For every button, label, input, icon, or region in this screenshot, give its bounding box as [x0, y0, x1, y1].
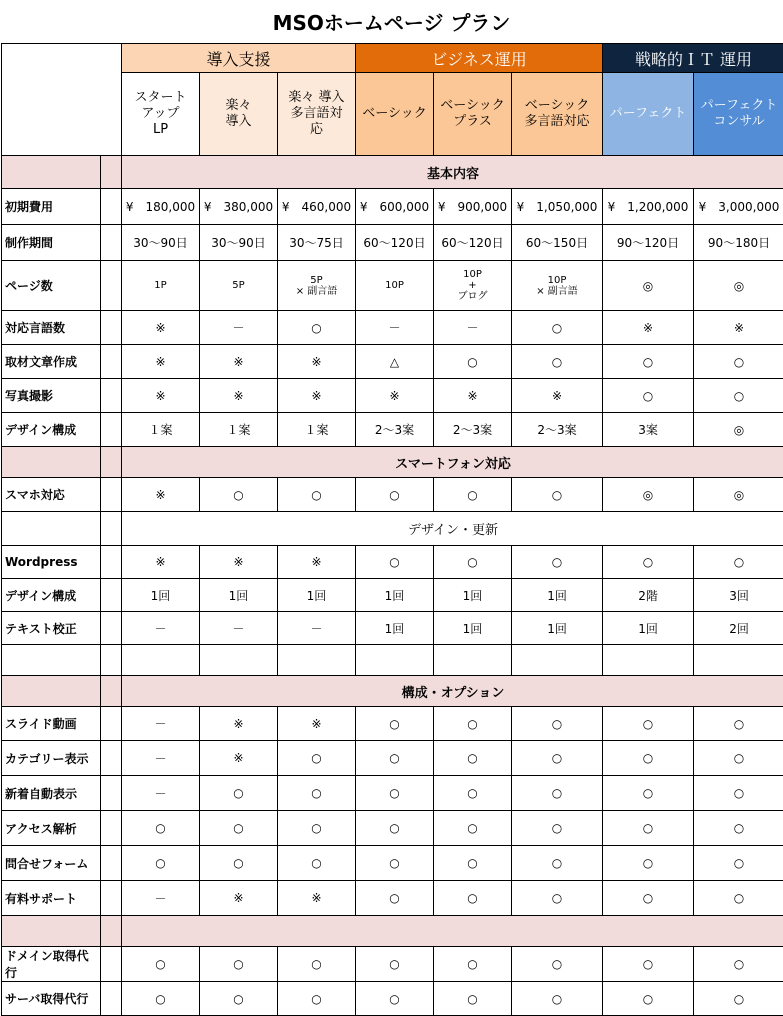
row-label: サーバ取得代行: [2, 982, 101, 1016]
table-row: [2, 947, 783, 982]
value-cell: 1回: [603, 612, 694, 645]
row-label: カテゴリー表示: [2, 741, 101, 776]
value-cell: ○: [694, 881, 783, 916]
value-cell: [434, 645, 512, 676]
row-label: Wordpress: [2, 546, 101, 579]
value-cell: ※: [356, 379, 434, 413]
section-spacer-cell: [101, 676, 122, 707]
group-business: ビジネス運用: [356, 44, 603, 73]
corner-cell: [2, 44, 122, 156]
section-header-row: [2, 156, 783, 189]
value-cell: １案: [200, 413, 278, 447]
value-cell: ○: [278, 846, 356, 881]
value-cell: ○: [434, 811, 512, 846]
table-row: [2, 776, 783, 811]
row-spacer-cell: [101, 741, 122, 776]
row-spacer-cell: [101, 982, 122, 1016]
value-cell: －: [122, 612, 200, 645]
section-header-row: [2, 447, 783, 478]
section-title: 構成・オプション: [122, 676, 783, 707]
value-cell: ◎: [694, 261, 783, 311]
value-cell: ○: [200, 947, 278, 982]
table-row: [2, 741, 783, 776]
value-cell: ○: [356, 846, 434, 881]
value-cell: ○: [512, 947, 603, 982]
section-title: [122, 916, 783, 947]
row-spacer-cell: [101, 261, 122, 311]
value-cell: 1回: [434, 612, 512, 645]
value-cell: １案: [122, 413, 200, 447]
table-row: [2, 645, 783, 676]
section-spacer-cell: [101, 447, 122, 478]
value-cell: ○: [512, 478, 603, 512]
value-cell: 10P: [356, 261, 434, 311]
value-cell: ○: [356, 546, 434, 579]
value-cell: ※: [200, 379, 278, 413]
value-cell: ○: [278, 811, 356, 846]
value-cell: ○: [603, 881, 694, 916]
value-cell: ※: [122, 478, 200, 512]
value-cell: 1回: [122, 579, 200, 612]
row-label: 新着自動表示: [2, 776, 101, 811]
row-spacer-cell: [101, 478, 122, 512]
value-cell: ○: [603, 776, 694, 811]
value-cell: ○: [694, 846, 783, 881]
plan-basic-multilang: ベーシック 多言語対応: [512, 73, 603, 156]
table-row: [2, 225, 783, 261]
value-cell: ※: [200, 546, 278, 579]
value-cell: ○: [694, 379, 783, 413]
value-cell: ¥ 380,000: [200, 189, 278, 225]
value-cell: ○: [434, 741, 512, 776]
table-row: [2, 311, 783, 345]
value-cell: ○: [200, 478, 278, 512]
value-cell: １案: [278, 413, 356, 447]
value-cell: ○: [694, 811, 783, 846]
plan-startup-lp: スタート アップ LP: [122, 73, 200, 156]
value-cell: 2階: [603, 579, 694, 612]
value-cell: ○: [356, 982, 434, 1016]
section-header-row: [2, 512, 783, 546]
value-cell: 60～120日: [434, 225, 512, 261]
value-cell: [356, 645, 434, 676]
value-cell: ○: [122, 982, 200, 1016]
value-cell: －: [278, 612, 356, 645]
row-label: 問合せフォーム: [2, 846, 101, 881]
value-cell: ○: [356, 881, 434, 916]
row-spacer-cell: [101, 311, 122, 345]
value-cell: ○: [512, 741, 603, 776]
table-row: [2, 379, 783, 413]
value-cell: 1回: [278, 579, 356, 612]
value-cell: ○: [278, 478, 356, 512]
section-spacer-cell: [101, 916, 122, 947]
row-spacer-cell: [101, 225, 122, 261]
row-spacer-cell: [101, 546, 122, 579]
value-cell: ○: [512, 311, 603, 345]
row-label: 制作期間: [2, 225, 101, 261]
section-header-row: [2, 676, 783, 707]
value-cell: －: [356, 311, 434, 345]
value-cell: ◎: [603, 478, 694, 512]
value-cell: ○: [694, 741, 783, 776]
section-title: スマートフォン対応: [122, 447, 783, 478]
row-label: デザイン構成: [2, 413, 101, 447]
table-row: [2, 579, 783, 612]
value-cell: －: [200, 311, 278, 345]
table-row: [2, 982, 783, 1016]
table-row: [2, 413, 783, 447]
value-cell: ○: [434, 982, 512, 1016]
section-title: デザイン・更新: [122, 512, 783, 546]
value-cell: ○: [512, 811, 603, 846]
value-cell: ◎: [603, 261, 694, 311]
value-cell: ¥ 600,000: [356, 189, 434, 225]
value-cell: ○: [694, 546, 783, 579]
value-cell: 1回: [356, 612, 434, 645]
value-cell: ○: [434, 881, 512, 916]
value-cell: ○: [122, 846, 200, 881]
section-label-cell: [2, 916, 101, 947]
value-cell: 2～3案: [356, 413, 434, 447]
section-label-cell: [2, 447, 101, 478]
value-cell: ※: [512, 379, 603, 413]
section-header-row: [2, 916, 783, 947]
value-cell: ○: [512, 776, 603, 811]
plan-perfect-consult: パーフェクト コンサル: [694, 73, 783, 156]
value-cell: ※: [200, 345, 278, 379]
row-spacer-cell: [101, 413, 122, 447]
value-cell: 2～3案: [434, 413, 512, 447]
value-cell: 1回: [434, 579, 512, 612]
row-spacer-cell: [101, 707, 122, 741]
row-label: 取材文章作成: [2, 345, 101, 379]
plan-rakuraku: 楽々 導入: [200, 73, 278, 156]
section-label-cell: [2, 156, 101, 189]
value-cell: ※: [434, 379, 512, 413]
value-cell: ○: [434, 846, 512, 881]
value-cell: ◎: [694, 413, 783, 447]
value-cell: ○: [356, 741, 434, 776]
value-cell: ○: [434, 707, 512, 741]
row-label: ページ数: [2, 261, 101, 311]
value-cell: ○: [603, 741, 694, 776]
row-spacer-cell: [101, 846, 122, 881]
value-cell: ○: [512, 707, 603, 741]
value-cell: ※: [122, 546, 200, 579]
value-cell: －: [122, 707, 200, 741]
value-cell: 30～75日: [278, 225, 356, 261]
value-cell: 30～90日: [200, 225, 278, 261]
value-cell: ○: [356, 776, 434, 811]
row-label: テキスト校正: [2, 612, 101, 645]
row-spacer-cell: [101, 645, 122, 676]
table-row: [2, 707, 783, 741]
value-cell: ○: [512, 846, 603, 881]
row-label: 写真撮影: [2, 379, 101, 413]
value-cell: ¥ 460,000: [278, 189, 356, 225]
value-cell: ○: [434, 345, 512, 379]
row-label: ドメイン取得代行: [2, 947, 101, 982]
value-cell: 5P × 副言語: [278, 261, 356, 311]
value-cell: ※: [200, 707, 278, 741]
plan-basic: ベーシック: [356, 73, 434, 156]
value-cell: [200, 645, 278, 676]
value-cell: －: [122, 881, 200, 916]
value-cell: 30～90日: [122, 225, 200, 261]
value-cell: 2～3案: [512, 413, 603, 447]
value-cell: 1P: [122, 261, 200, 311]
value-cell: ○: [694, 776, 783, 811]
plan-basic-plus: ベーシック プラス: [434, 73, 512, 156]
value-cell: 1回: [356, 579, 434, 612]
group-header-row: [2, 44, 783, 73]
value-cell: ¥ 180,000: [122, 189, 200, 225]
table-row: [2, 189, 783, 225]
value-cell: [122, 645, 200, 676]
value-cell: 90～120日: [603, 225, 694, 261]
value-cell: ○: [694, 982, 783, 1016]
value-cell: 60～120日: [356, 225, 434, 261]
value-cell: ※: [200, 881, 278, 916]
value-cell: －: [122, 776, 200, 811]
table-row: [2, 478, 783, 512]
value-cell: 1回: [512, 579, 603, 612]
row-label: スマホ対応: [2, 478, 101, 512]
value-cell: ○: [200, 776, 278, 811]
value-cell: ○: [512, 982, 603, 1016]
value-cell: ○: [603, 379, 694, 413]
row-label: 初期費用: [2, 189, 101, 225]
row-spacer-cell: [101, 189, 122, 225]
value-cell: ※: [278, 379, 356, 413]
value-cell: ※: [122, 345, 200, 379]
value-cell: ¥ 3,000,000: [694, 189, 783, 225]
page-title: MSOホームページ プラン: [0, 0, 783, 42]
row-spacer-cell: [101, 579, 122, 612]
value-cell: [278, 645, 356, 676]
value-cell: ○: [200, 982, 278, 1016]
table-row: [2, 846, 783, 881]
row-spacer-cell: [101, 881, 122, 916]
value-cell: ○: [694, 947, 783, 982]
value-cell: ※: [278, 345, 356, 379]
plan-perfect: パーフェクト: [603, 73, 694, 156]
table-row: [2, 811, 783, 846]
group-intro: 導入支援: [122, 44, 356, 73]
row-spacer-cell: [101, 612, 122, 645]
section-label-cell: [2, 676, 101, 707]
section-spacer-cell: [101, 156, 122, 189]
value-cell: ○: [512, 881, 603, 916]
value-cell: ¥ 900,000: [434, 189, 512, 225]
row-label: 有料サポート: [2, 881, 101, 916]
value-cell: ○: [603, 982, 694, 1016]
value-cell: ○: [200, 846, 278, 881]
row-label: スライド動画: [2, 707, 101, 741]
value-cell: ○: [278, 982, 356, 1016]
row-label: [2, 645, 101, 676]
value-cell: ○: [434, 546, 512, 579]
value-cell: －: [122, 741, 200, 776]
row-spacer-cell: [101, 947, 122, 982]
value-cell: ○: [278, 741, 356, 776]
plan-comparison-table: [1, 43, 783, 1016]
plan-rakuraku-multilang: 楽々 導入 多言語対 応: [278, 73, 356, 156]
value-cell: 5P: [200, 261, 278, 311]
value-cell: ※: [122, 311, 200, 345]
value-cell: ※: [694, 311, 783, 345]
section-label-cell: [2, 512, 101, 546]
value-cell: ※: [278, 546, 356, 579]
value-cell: ○: [122, 947, 200, 982]
value-cell: ○: [278, 311, 356, 345]
value-cell: ¥ 1,050,000: [512, 189, 603, 225]
value-cell: ○: [603, 811, 694, 846]
value-cell: 60～150日: [512, 225, 603, 261]
value-cell: ○: [512, 546, 603, 579]
table-row: [2, 261, 783, 311]
value-cell: ○: [603, 846, 694, 881]
table-row: [2, 345, 783, 379]
value-cell: ○: [122, 811, 200, 846]
value-cell: [512, 645, 603, 676]
value-cell: [694, 645, 783, 676]
value-cell: 2回: [694, 612, 783, 645]
value-cell: ○: [434, 776, 512, 811]
value-cell: ○: [512, 345, 603, 379]
row-spacer-cell: [101, 379, 122, 413]
table-row: [2, 612, 783, 645]
value-cell: ○: [356, 707, 434, 741]
value-cell: ¥ 1,200,000: [603, 189, 694, 225]
value-cell: △: [356, 345, 434, 379]
table-row: [2, 881, 783, 916]
value-cell: ○: [434, 478, 512, 512]
value-cell: 90～180日: [694, 225, 783, 261]
value-cell: ○: [603, 947, 694, 982]
row-spacer-cell: [101, 345, 122, 379]
value-cell: 3案: [603, 413, 694, 447]
value-cell: ※: [278, 707, 356, 741]
value-cell: ○: [694, 345, 783, 379]
value-cell: [603, 645, 694, 676]
value-cell: ※: [278, 881, 356, 916]
value-cell: 1回: [512, 612, 603, 645]
value-cell: －: [200, 612, 278, 645]
value-cell: ○: [356, 478, 434, 512]
value-cell: ○: [278, 776, 356, 811]
value-cell: 3回: [694, 579, 783, 612]
value-cell: ○: [694, 707, 783, 741]
value-cell: ※: [122, 379, 200, 413]
value-cell: ○: [356, 811, 434, 846]
value-cell: ○: [434, 947, 512, 982]
value-cell: ○: [603, 345, 694, 379]
value-cell: 1回: [200, 579, 278, 612]
value-cell: ○: [356, 947, 434, 982]
value-cell: 10P + ブログ: [434, 261, 512, 311]
value-cell: ※: [603, 311, 694, 345]
row-label: 対応言語数: [2, 311, 101, 345]
row-label: アクセス解析: [2, 811, 101, 846]
row-spacer-cell: [101, 776, 122, 811]
value-cell: －: [434, 311, 512, 345]
row-label: デザイン構成: [2, 579, 101, 612]
table-row: [2, 546, 783, 579]
value-cell: ※: [200, 741, 278, 776]
value-cell: ◎: [694, 478, 783, 512]
value-cell: ○: [200, 811, 278, 846]
section-spacer-cell: [101, 512, 122, 546]
value-cell: ○: [603, 707, 694, 741]
section-title: 基本内容: [122, 156, 783, 189]
value-cell: ○: [603, 546, 694, 579]
row-spacer-cell: [101, 811, 122, 846]
value-cell: ○: [278, 947, 356, 982]
value-cell: 10P × 副言語: [512, 261, 603, 311]
group-strategic: 戦略的ＩＴ 運用: [603, 44, 783, 73]
